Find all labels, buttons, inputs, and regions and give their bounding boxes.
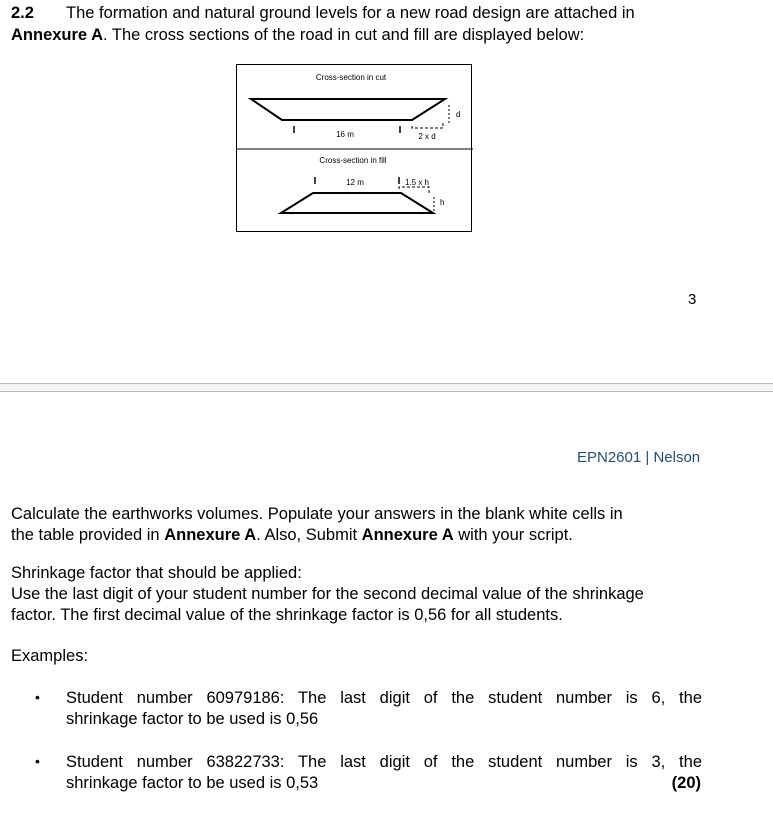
instructions-paragraph <box>11 504 711 546</box>
question-text-line2 <box>11 24 584 46</box>
cross-section-diagram <box>237 65 473 233</box>
example-line2: shrinkage factor to be used is 0,56 <box>66 710 319 728</box>
cross-section-figure <box>236 64 472 232</box>
bullet-glyph: • <box>35 753 40 769</box>
bullet-glyph: • <box>35 689 40 705</box>
shrinkage-line3: factor. The first decimal value of the shrinkage factor is 0,56 for all students. <box>11 606 563 624</box>
cut-side-label: 2 x d <box>418 132 436 141</box>
annexure-ref: Annexure A <box>361 526 454 544</box>
example-item <box>66 688 702 730</box>
cut-width-label: 16 m <box>336 130 354 139</box>
page-break <box>0 383 773 392</box>
fill-trapezoid <box>281 193 433 213</box>
page-number: 3 <box>688 291 697 308</box>
example-item <box>66 752 702 794</box>
fill-side-label: 1.5 x h <box>404 178 430 187</box>
examples-label: Examples: <box>11 647 89 665</box>
instructions-line2 <box>11 525 711 546</box>
shrinkage-line1: Shrinkage factor that should be applied: <box>11 564 302 582</box>
marks-total: (20) <box>671 774 701 792</box>
cut-side-dim <box>412 121 443 128</box>
example-line2: shrinkage factor to be used is 0,53 <box>66 774 319 792</box>
instructions-text: the table provided in <box>11 526 165 544</box>
cut-title: Cross-section in cut <box>315 73 387 82</box>
instructions-text: with your script. <box>453 526 573 544</box>
fill-width-label: 12 m <box>346 178 364 187</box>
example-line1: Student number 63822733: The last digit of the student number is 3, the <box>66 753 702 771</box>
instructions-line1: Calculate the earthworks volumes. Populate your answers in the blank white cells in <box>11 505 623 523</box>
shrinkage-paragraph <box>11 563 711 626</box>
annexure-ref: Annexure A <box>164 526 257 544</box>
question-text-line2-rest: . The cross sections of the road in cut and fill are displayed below: <box>103 26 585 44</box>
annexure-ref: Annexure A <box>11 26 103 44</box>
shrinkage-line2: Use the last digit of your student number for the second decimal value of the shrinkage <box>11 585 644 603</box>
question-text-line1: The formation and natural ground levels for a new road design are attached in <box>66 4 635 22</box>
cut-depth-label: d <box>456 110 461 119</box>
cut-trapezoid <box>251 99 445 120</box>
fill-height-label: h <box>440 198 445 207</box>
question-number: 2.2 <box>11 4 34 22</box>
instructions-text: . Also, Submit <box>256 526 362 544</box>
fill-title: Cross-section in fill <box>319 156 387 165</box>
page-header-ref: EPN2601 | Nelson <box>577 449 701 466</box>
example-line1: Student number 60979186: The last digit of the student number is 6, the <box>66 689 702 707</box>
